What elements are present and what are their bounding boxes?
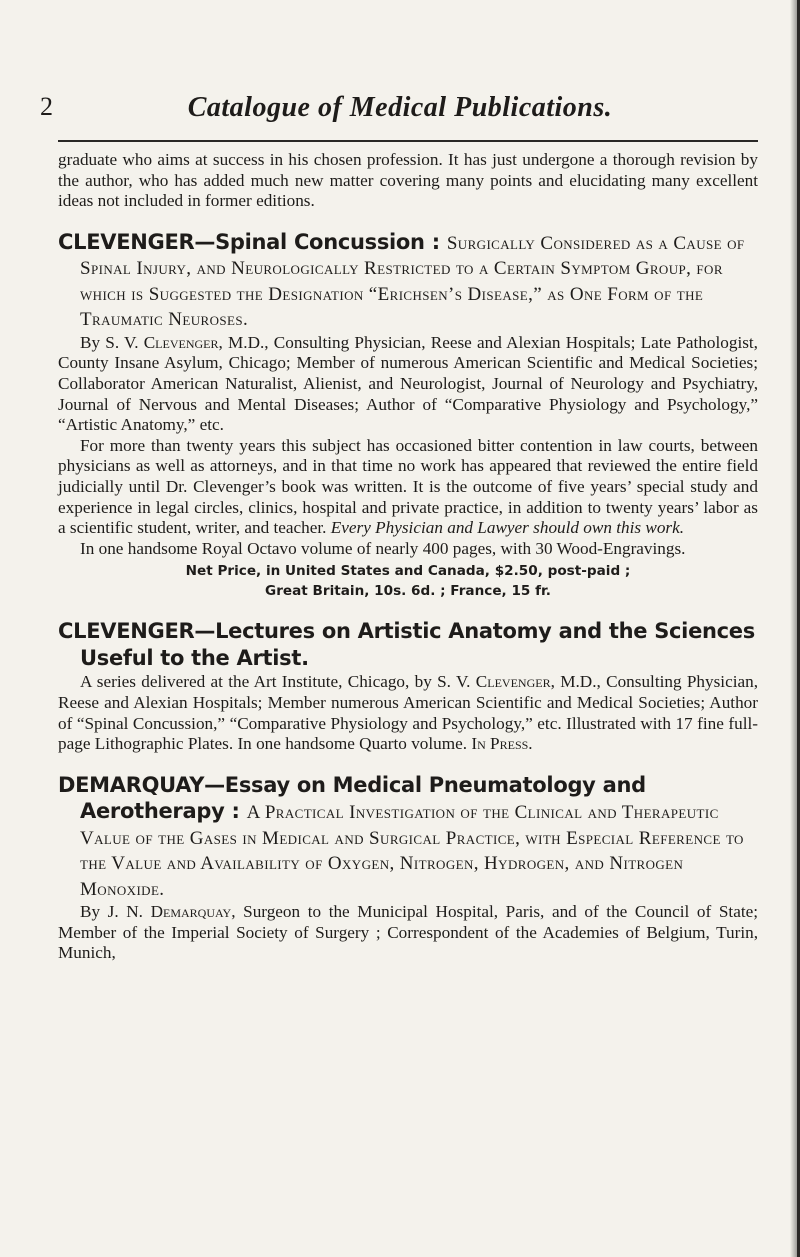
- entry-clevenger-spinal-concussion: [58, 230, 758, 602]
- entry-heading: CLEVENGER—Spinal Concussion: [58, 229, 425, 254]
- entry-byline: By J. N. Demarquay, Surgeon to the Municipal Hospital, Paris, and of the Council of State; Member of the Imperial Society of Surgery ; Correspondent of the Academies of Belgium, Turin, Munich,: [58, 902, 758, 963]
- entry-demarquay-pneumatology: [58, 773, 758, 964]
- author-name: Clevenger: [143, 332, 219, 352]
- entry-heading: DEMARQUAY—Essay on Medical Pneumatology and Aerotherapy: [58, 772, 646, 824]
- entry-status: In Press.: [471, 734, 533, 754]
- price-line-1: Net Price, in United States and Canada, $2.50, post-paid ;: [185, 563, 631, 580]
- page-body: [58, 150, 758, 964]
- entry-subtitle: A Practical Investigation of the Clinical and Therapeutic Value of the Gases in Medical and Surgical Practice, with Especial Reference to the Value and Availability of Oxygen, Nitrogen, Hydrogen, and Nitrogen Monoxide.: [80, 802, 744, 900]
- price-line-2: Great Britain, 10s. 6d. ; France, 15 fr.: [265, 583, 551, 600]
- header-rule: [58, 140, 758, 142]
- running-title: Catalogue of Medical Publications.: [187, 92, 613, 123]
- author-name: Clevenger: [475, 672, 551, 692]
- entry-recommendation: Every Physician and Lawyer should own this work.: [330, 518, 685, 538]
- entry-format: In one handsome Royal Octavo volume of nearly 400 pages, with 30 Wood-Engravings.: [80, 538, 686, 558]
- entry-heading: CLEVENGER—Lectures on Artistic Anatomy and the Sciences Useful to the Artist.: [58, 619, 755, 670]
- entry-byline: By S. V. Clevenger, M.D., Consulting Physician, Reese and Alexian Hospitals; Late Pathologist, County Insane Asylum, Chicago; Member of numerous American Scientific and Medical Societies; Collaborator American Naturalist, Alienist, and Neurologist, Journal of Neurology and Psychiatry, Journal of Nervous and Mental Diseases; Author of “Comparative Physiology and Psychology,” “Artistic Anatomy,” etc.: [58, 332, 758, 435]
- entry-subtitle: Surgically Considered as a Cause of Spinal Injury, and Neurologically Restricted to a Certain Symptom Group, for which is Suggested the Designation “Erichsen’s Disease,” as One Form of the Traumatic Neuroses.: [80, 232, 745, 331]
- page-number: 2: [40, 92, 53, 121]
- intro-paragraph: graduate who aims at success in his chosen profession. It has just undergone a thorough revision by the author, who has added much new matter covering many points and elucidating many excellent ideas not included in former editions.: [58, 150, 758, 211]
- entry-heading-block: CLEVENGER—Spinal Concussion : Surgically Considered as a Cause of Spinal Injury, and Neurologically Restricted to a Certain Symptom Group, for which is Suggested the Designation “Erichsen’s Disease,” as One Form of the Traumatic Neuroses.: [58, 229, 745, 331]
- running-head: [40, 92, 760, 132]
- entry-clevenger-artistic-anatomy: [58, 619, 758, 754]
- author-name: Demarquay: [150, 902, 232, 922]
- entry-heading-block: DEMARQUAY—Essay on Medical Pneumatology and Aerotherapy : A Practical Investigation of the Clinical and Therapeutic Value of the Gases in Medical and Surgical Practice, with Especial Reference to the Value and Availability of Oxygen, Nitrogen, Hydrogen, and Nitrogen Monoxide.: [58, 772, 744, 900]
- entry-description: For more than twenty years this subject has occasioned bitter contention in law courts, between physicians as well as attorneys, and in that time no work has appeared that reviewed the entire field judicially until Dr. Clevenger’s book was written. It is the outcome of five years’ special study and experience in legal circles, clinics, hospital and private practice, in addition to twenty years’ labor as a scientific student, writer, and teacher. Every Physician and Lawyer should own this work.: [58, 435, 758, 538]
- entry-description: A series delivered at the Art Institute, Chicago, by S. V. Clevenger, M.D., Consulting Physician, Reese and Alexian Hospitals; Member numerous American Scientific and Medical Societies; Author of “Spinal Concussion,” “Comparative Physiology and Psychology,” etc. Illustrated with 17 fine full-page Lithographic Plates. In one handsome Quarto volume. In Press.: [58, 672, 759, 754]
- entry-heading-block: [58, 619, 758, 672]
- entry-price: [58, 561, 758, 601]
